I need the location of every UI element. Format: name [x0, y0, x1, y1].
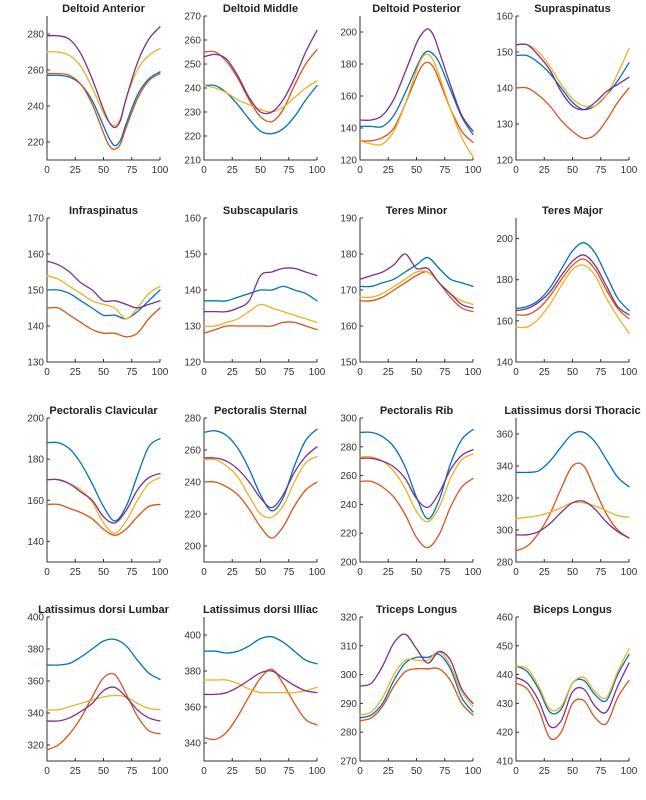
chart-panel-5	[27, 205, 168, 378]
y-tick-label: 120	[184, 357, 201, 369]
series-line-2	[516, 463, 629, 551]
x-tick-label: 50	[97, 567, 110, 578]
x-tick-label: 25	[538, 367, 550, 378]
y-tick-label: 240	[184, 477, 201, 489]
y-tick-label: 260	[340, 471, 357, 483]
x-tick-label: 100	[151, 766, 169, 777]
y-tick-label: 140	[27, 321, 44, 333]
y-tick-label: 300	[340, 413, 357, 425]
series-line-4	[516, 663, 629, 728]
series-line-2	[516, 87, 629, 138]
chart-title: Infraspinatus	[68, 205, 139, 217]
x-tick-label: 25	[69, 367, 81, 378]
y-tick-label: 180	[340, 249, 357, 261]
series-line-4	[47, 687, 160, 721]
x-tick-label: 100	[464, 567, 482, 578]
series-line-1	[516, 432, 629, 487]
x-tick-label: 25	[226, 567, 238, 578]
chart-panel-11	[340, 405, 481, 578]
x-tick-label: 25	[382, 567, 394, 578]
y-tick-label: 160	[27, 495, 44, 507]
chart-title: Pectoralis Sternal	[214, 405, 307, 417]
x-tick-label: 100	[151, 367, 169, 378]
x-tick-label: 75	[126, 567, 138, 578]
chart-panel-1	[27, 3, 168, 176]
y-tick-label: 260	[184, 35, 201, 47]
chart-title: Latissimus dorsi Thoracic	[504, 405, 641, 417]
chart-title: Latissimus dorsi Illiac	[203, 604, 318, 616]
series-line-3	[360, 54, 473, 157]
y-tick-label: 270	[184, 11, 201, 23]
x-tick-label: 75	[439, 766, 451, 777]
y-tick-label: 380	[27, 644, 44, 656]
y-tick-label: 140	[27, 536, 44, 548]
x-tick-label: 0	[357, 165, 363, 176]
x-tick-label: 75	[595, 766, 607, 777]
chart-title: Deltoid Anterior	[62, 3, 145, 15]
y-tick-label: 180	[27, 454, 44, 466]
series-line-2	[360, 479, 473, 548]
series-line-4	[47, 474, 160, 524]
x-tick-label: 75	[439, 367, 451, 378]
axis-lines	[516, 218, 629, 362]
axis-lines	[47, 418, 160, 562]
y-tick-label: 140	[496, 357, 513, 369]
x-tick-label: 50	[566, 766, 579, 777]
chart-panel-3	[340, 3, 481, 176]
y-tick-label: 340	[27, 708, 44, 720]
series-line-4	[516, 255, 629, 315]
y-tick-label: 150	[496, 47, 513, 59]
y-tick-label: 200	[184, 541, 201, 553]
x-tick-label: 0	[513, 567, 519, 578]
chart-title: Biceps Longus	[533, 604, 612, 616]
chart-title: Deltoid Posterior	[372, 3, 461, 15]
y-tick-label: 160	[27, 249, 44, 261]
x-tick-label: 100	[308, 766, 326, 777]
chart-panel-16	[496, 604, 637, 777]
chart-title: Teres Major	[542, 205, 603, 217]
series-line-1	[516, 55, 629, 110]
y-tick-label: 200	[340, 557, 357, 569]
series-line-4	[204, 671, 317, 695]
x-tick-label: 25	[382, 766, 394, 777]
y-tick-label: 310	[340, 641, 357, 653]
series-line-4	[360, 29, 473, 131]
chart-panel-4	[496, 3, 637, 176]
x-tick-label: 50	[97, 367, 110, 378]
series-line-2	[204, 50, 317, 122]
x-tick-label: 50	[254, 567, 267, 578]
x-tick-label: 25	[69, 165, 81, 176]
y-tick-label: 130	[184, 321, 201, 333]
x-tick-label: 25	[538, 766, 550, 777]
x-tick-label: 25	[226, 367, 238, 378]
axis-lines	[204, 418, 317, 562]
y-tick-label: 130	[496, 119, 513, 131]
x-tick-label: 50	[410, 567, 423, 578]
x-tick-label: 100	[620, 165, 638, 176]
y-tick-label: 340	[496, 461, 513, 473]
series-line-1	[204, 637, 317, 664]
y-tick-label: 240	[184, 83, 201, 95]
x-tick-label: 25	[69, 567, 81, 578]
series-line-1	[360, 654, 473, 718]
y-tick-label: 380	[184, 666, 201, 678]
x-tick-label: 75	[595, 567, 607, 578]
series-line-2	[47, 307, 160, 336]
y-tick-label: 160	[184, 213, 201, 225]
y-tick-label: 260	[27, 65, 44, 77]
chart-panel-10	[184, 405, 325, 578]
y-tick-label: 420	[496, 727, 513, 739]
y-tick-label: 130	[27, 357, 44, 369]
y-tick-label: 150	[184, 249, 201, 261]
y-tick-label: 180	[496, 275, 513, 287]
x-tick-label: 0	[357, 367, 363, 378]
chart-panel-15	[340, 604, 481, 777]
chart-panel-7	[340, 205, 481, 378]
y-tick-label: 360	[496, 429, 513, 441]
y-tick-label: 170	[340, 285, 357, 297]
chart-panel-9	[27, 405, 168, 578]
x-tick-label: 50	[254, 165, 267, 176]
x-tick-label: 0	[513, 367, 519, 378]
y-tick-label: 160	[340, 321, 357, 333]
y-tick-label: 220	[184, 131, 201, 143]
x-tick-label: 75	[595, 165, 607, 176]
x-tick-label: 75	[595, 367, 607, 378]
x-tick-label: 75	[126, 766, 138, 777]
y-tick-label: 180	[340, 59, 357, 71]
axis-lines	[360, 617, 473, 761]
y-tick-label: 160	[340, 91, 357, 103]
x-tick-label: 25	[382, 165, 394, 176]
y-tick-label: 200	[27, 413, 44, 425]
y-tick-label: 450	[496, 641, 513, 653]
series-line-2	[47, 504, 160, 535]
chart-title: Pectoralis Clavicular	[49, 405, 158, 417]
y-tick-label: 150	[340, 357, 357, 369]
series-line-3	[204, 304, 317, 326]
x-tick-label: 25	[226, 766, 238, 777]
chart-panel-8	[496, 205, 637, 378]
x-tick-label: 0	[44, 165, 50, 176]
x-tick-label: 100	[308, 165, 326, 176]
chart-title: Triceps Longus	[375, 604, 458, 616]
y-tick-label: 220	[340, 528, 357, 540]
x-tick-label: 75	[126, 165, 138, 176]
chart-title: Latissimus dorsi Lumbar	[38, 604, 169, 616]
x-tick-label: 0	[201, 165, 207, 176]
x-tick-label: 100	[620, 367, 638, 378]
series-line-1	[47, 439, 160, 521]
x-tick-label: 50	[254, 367, 267, 378]
chart-panel-6	[184, 205, 325, 378]
y-tick-label: 230	[184, 107, 201, 119]
y-tick-label: 220	[27, 137, 44, 149]
x-tick-label: 0	[513, 766, 519, 777]
y-tick-label: 410	[496, 756, 513, 768]
y-tick-label: 280	[27, 29, 44, 41]
x-tick-label: 0	[513, 165, 519, 176]
y-tick-label: 240	[340, 499, 357, 511]
chart-title: Teres Minor	[385, 205, 448, 217]
series-line-4	[516, 501, 629, 538]
chart-panel-14	[184, 604, 325, 777]
y-tick-label: 200	[496, 234, 513, 246]
y-tick-label: 260	[184, 445, 201, 457]
series-line-4	[204, 30, 317, 113]
series-line-3	[204, 680, 317, 693]
x-tick-label: 50	[410, 766, 423, 777]
chart-title: Pectoralis Rib	[379, 405, 454, 417]
x-tick-label: 25	[382, 367, 394, 378]
x-tick-label: 75	[283, 165, 295, 176]
series-line-2	[204, 482, 317, 538]
x-tick-label: 75	[439, 165, 451, 176]
x-tick-label: 100	[620, 567, 638, 578]
y-tick-label: 140	[340, 123, 357, 135]
y-tick-label: 460	[496, 612, 513, 624]
y-tick-label: 320	[340, 612, 357, 624]
y-tick-label: 340	[184, 738, 201, 750]
x-tick-label: 50	[566, 367, 579, 378]
x-tick-label: 75	[439, 567, 451, 578]
x-tick-label: 50	[97, 165, 110, 176]
y-tick-label: 160	[496, 316, 513, 328]
series-line-2	[360, 272, 473, 312]
x-tick-label: 50	[97, 766, 110, 777]
y-tick-label: 280	[340, 727, 357, 739]
series-line-3	[360, 454, 473, 522]
x-tick-label: 50	[254, 766, 267, 777]
axis-lines	[360, 218, 473, 362]
x-tick-label: 25	[538, 165, 550, 176]
x-tick-label: 100	[464, 165, 482, 176]
y-tick-label: 440	[496, 670, 513, 682]
x-tick-label: 0	[201, 766, 207, 777]
x-tick-label: 25	[226, 165, 238, 176]
x-tick-label: 50	[410, 367, 423, 378]
y-tick-label: 150	[27, 285, 44, 297]
x-tick-label: 75	[283, 567, 295, 578]
x-tick-label: 25	[538, 567, 550, 578]
chart-panel-12	[496, 405, 640, 578]
y-tick-label: 190	[340, 213, 357, 225]
series-line-1	[204, 286, 317, 301]
axis-lines	[360, 418, 473, 562]
x-tick-label: 75	[283, 367, 295, 378]
y-tick-label: 120	[340, 155, 357, 167]
chart-panel-13	[27, 604, 169, 777]
x-tick-label: 100	[464, 766, 482, 777]
series-line-2	[47, 673, 160, 749]
x-tick-label: 50	[566, 567, 579, 578]
x-tick-label: 0	[44, 766, 50, 777]
x-tick-label: 25	[69, 766, 81, 777]
y-tick-label: 430	[496, 698, 513, 710]
x-tick-label: 100	[151, 567, 169, 578]
y-tick-label: 320	[496, 493, 513, 505]
series-line-4	[516, 44, 629, 110]
series-line-4	[204, 447, 317, 508]
series-line-2	[204, 322, 317, 333]
series-line-3	[516, 502, 629, 518]
series-line-3	[47, 276, 160, 319]
x-tick-label: 0	[201, 567, 207, 578]
y-tick-label: 210	[184, 155, 201, 167]
y-tick-label: 240	[27, 101, 44, 113]
series-line-3	[204, 456, 317, 517]
series-line-1	[47, 639, 160, 679]
x-tick-label: 100	[151, 165, 169, 176]
y-tick-label: 360	[184, 702, 201, 714]
y-tick-label: 300	[340, 670, 357, 682]
y-tick-label: 140	[184, 285, 201, 297]
x-tick-label: 50	[410, 165, 423, 176]
series-line-1	[360, 430, 473, 519]
y-tick-label: 270	[340, 756, 357, 768]
y-tick-label: 280	[496, 557, 513, 569]
x-tick-label: 0	[357, 567, 363, 578]
x-tick-label: 75	[283, 766, 295, 777]
axis-lines	[47, 218, 160, 362]
y-tick-label: 170	[27, 213, 44, 225]
x-tick-label: 0	[44, 367, 50, 378]
series-line-3	[516, 44, 629, 107]
x-tick-label: 0	[44, 567, 50, 578]
x-tick-label: 75	[126, 367, 138, 378]
chart-title: Supraspinatus	[534, 3, 611, 15]
y-tick-label: 280	[184, 413, 201, 425]
y-tick-label: 400	[184, 630, 201, 642]
y-tick-label: 320	[27, 740, 44, 752]
chart-panel-2	[184, 3, 325, 176]
y-tick-label: 140	[496, 83, 513, 95]
y-tick-label: 220	[184, 509, 201, 521]
x-tick-label: 50	[566, 165, 579, 176]
x-tick-label: 100	[308, 567, 326, 578]
y-tick-label: 300	[496, 525, 513, 537]
chart-title: Subscapularis	[222, 205, 299, 217]
y-tick-label: 290	[340, 698, 357, 710]
chart-title: Deltoid Middle	[222, 3, 299, 15]
x-tick-label: 0	[201, 367, 207, 378]
y-tick-label: 360	[27, 676, 44, 688]
series-line-3	[47, 48, 160, 126]
y-tick-label: 120	[496, 155, 513, 167]
x-tick-label: 0	[357, 766, 363, 777]
series-line-3	[47, 695, 160, 710]
y-tick-label: 160	[496, 11, 513, 23]
y-tick-label: 400	[27, 612, 44, 624]
y-tick-label: 250	[184, 59, 201, 71]
x-tick-label: 100	[308, 367, 326, 378]
y-tick-label: 280	[340, 442, 357, 454]
axis-lines	[360, 16, 473, 160]
x-tick-label: 100	[620, 766, 638, 777]
y-tick-label: 200	[340, 27, 357, 39]
x-tick-label: 100	[464, 367, 482, 378]
